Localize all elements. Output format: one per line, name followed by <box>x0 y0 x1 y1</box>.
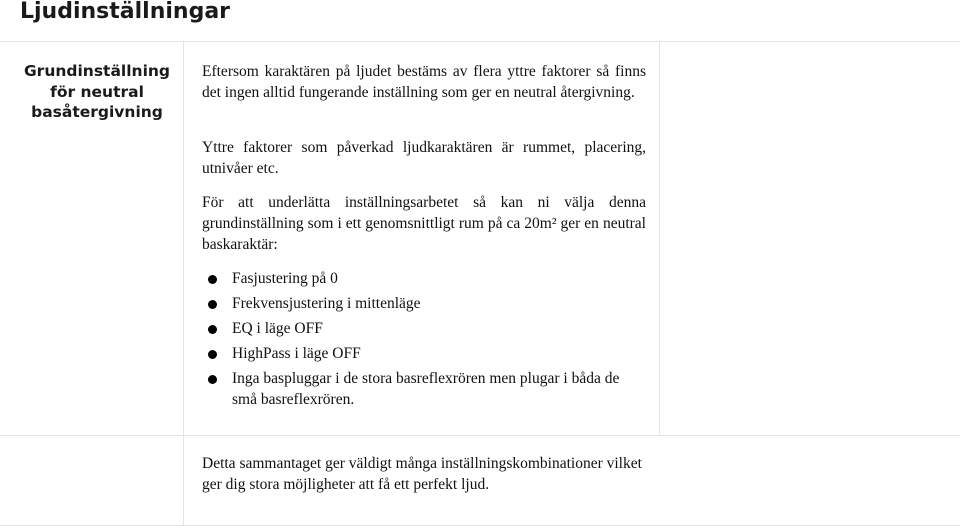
divider-middle <box>0 435 960 436</box>
paragraph-3: För att underlätta inställningsarbetet så kan ni välja denna grundinställning som i ett genomsnittligt rum på ca 20m² ger en neutral baskaraktär: <box>202 194 646 253</box>
bullet-icon <box>208 350 217 359</box>
column-divider <box>183 41 184 525</box>
page-title: Ljudinställningar <box>20 0 231 24</box>
list-item: Frekvensjustering i mittenläge <box>206 294 646 315</box>
bullet-icon <box>208 300 217 309</box>
paragraph-1: Eftersom karaktären på ljudet bestäms av flera yttre faktorer så finns det ingen alltid fungerande inställning som ger en neutral återgivning. <box>202 63 646 101</box>
bullet-icon <box>208 325 217 334</box>
divider-bottom <box>0 525 960 526</box>
right-column-divider <box>659 41 660 435</box>
footer-text: Detta sammantaget ger väldigt många inställningskombinationer vilket ger dig stora möjligheter att få ett perfekt ljud. <box>202 455 642 493</box>
list-item: Fasjustering på 0 <box>206 269 646 290</box>
paragraph-2: Yttre faktorer som påverkad ljudkaraktären är rummet, placering, utnivåer etc. <box>202 139 646 177</box>
settings-list <box>206 269 646 415</box>
bullet-icon <box>208 275 217 284</box>
list-item: EQ i läge OFF <box>206 319 646 340</box>
divider-top <box>0 41 960 42</box>
section-label: Grundinställning för neutral basåtergivning <box>23 62 171 121</box>
bullet-icon <box>208 375 217 384</box>
list-item: Inga baspluggar i de stora basreflexrören men plugar i båda de små basreflexrören. <box>206 369 646 410</box>
list-item: HighPass i läge OFF <box>206 344 646 365</box>
